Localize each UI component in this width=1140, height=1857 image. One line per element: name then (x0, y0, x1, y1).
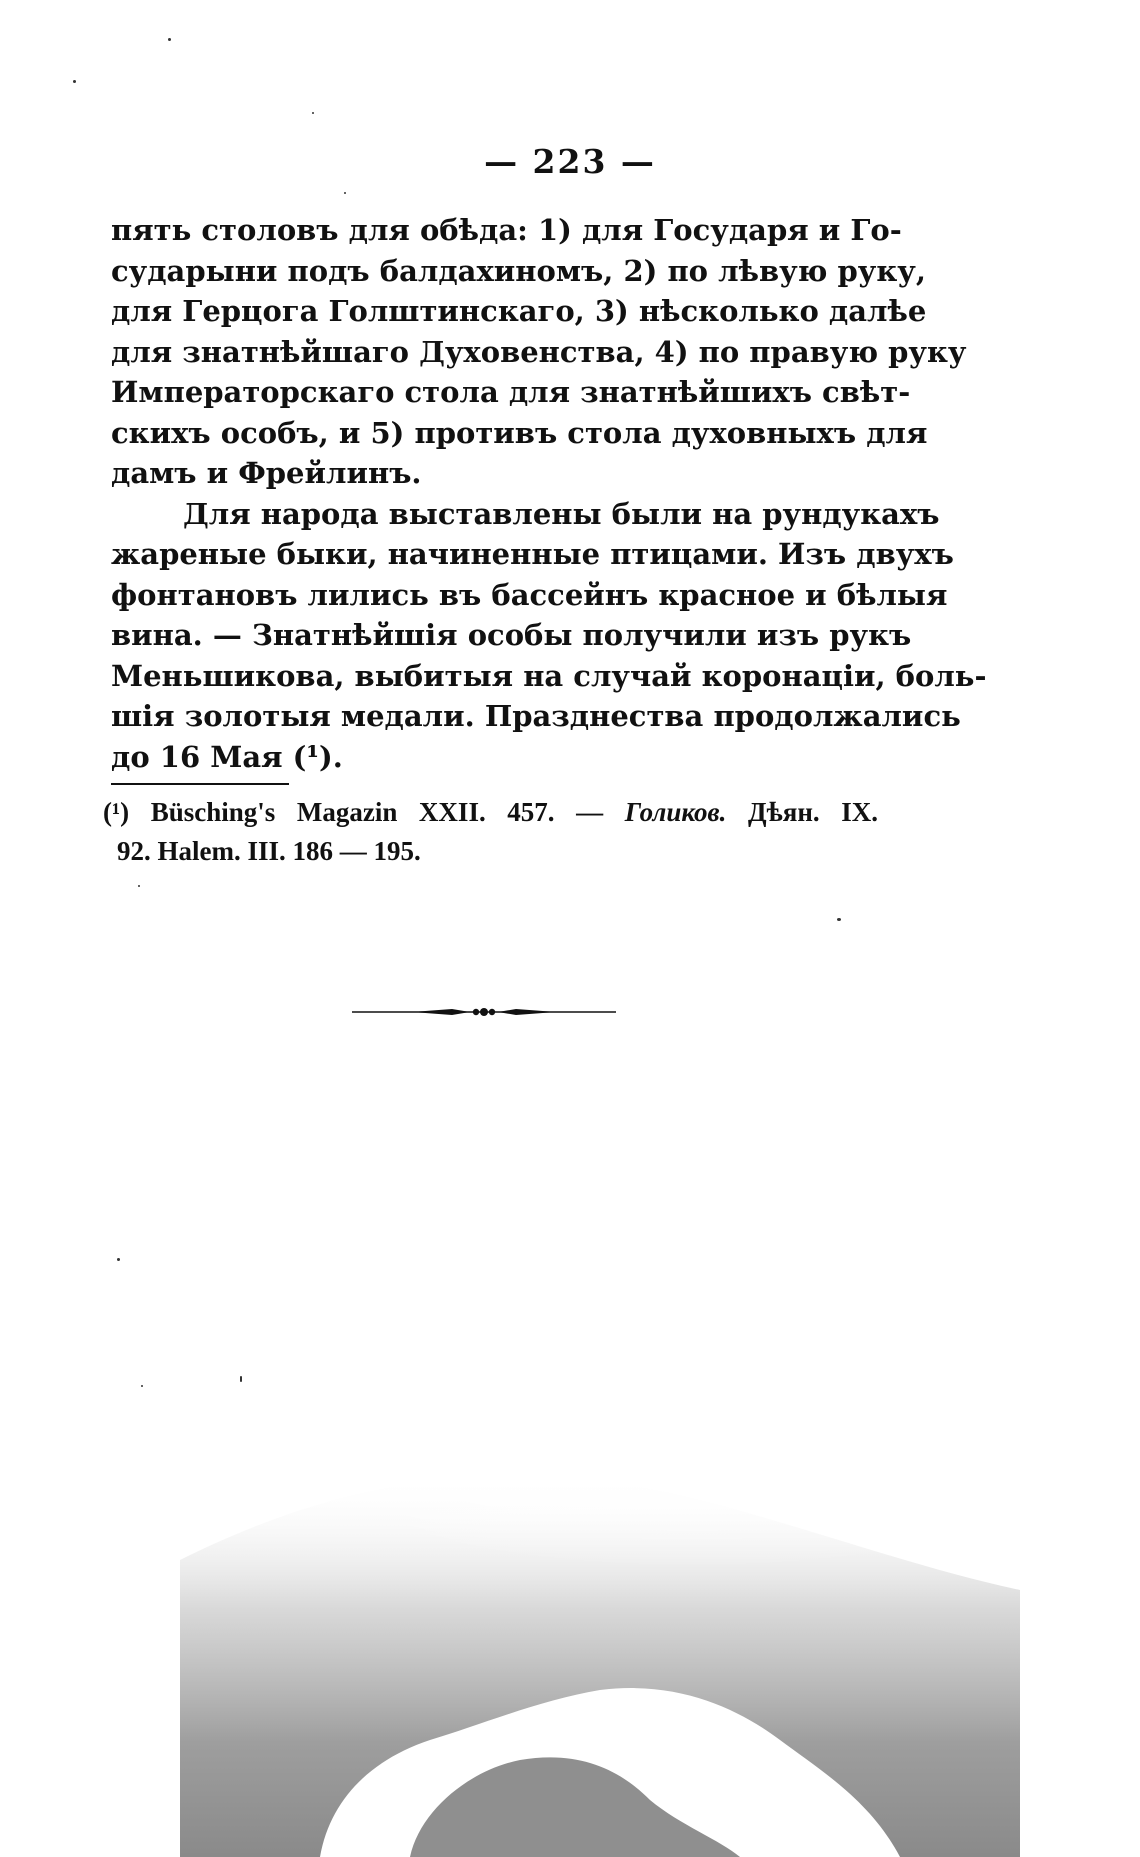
page-stain (180, 1440, 1020, 1857)
text-line: для Герцога Голштинскаго, 3) нѣсколько далѣе (111, 294, 927, 328)
text-line: Меньшикова, выбитыя на случай коронаціи, боль- (111, 658, 987, 693)
text-line: сударыни подъ балдахиномъ, 2) по лѣвую руку, (111, 253, 926, 288)
page-number: — 223 — (484, 142, 656, 181)
decorative-rule-icon (352, 1000, 616, 1024)
text-line: скихъ особъ, и 5) противъ стола духовныхъ для (111, 415, 928, 450)
text-line: Императорскаго стола для знатнѣйшихъ свѣт- (111, 375, 911, 409)
footnote-reference: Büsching's Magazin XXII. 457. — (150, 797, 604, 827)
footnote (103, 793, 878, 871)
text-line: до 16 Мая (¹). (111, 739, 343, 774)
footnote-marker: (¹) (103, 797, 130, 827)
text-line: вина. — Знатнѣйшія особы получили изъ рукъ (111, 618, 912, 652)
body-text (111, 210, 987, 777)
text-line: пять столовъ для обѣда: 1) для Государя и Го- (111, 213, 902, 247)
text-line: дамъ и Фрейлинъ. (111, 456, 422, 490)
footnote-line-2: 92. Halem. III. 186 — 195. (117, 836, 421, 866)
paragraph-1 (111, 210, 967, 494)
footnote-reference-2: Дѣян. IX. (747, 797, 879, 827)
footnote-author: Голиков. (624, 797, 727, 827)
text-line: Для народа выставлены были на рундукахъ (183, 496, 940, 531)
text-line: шія золотыя медали. Празднества продолжались (111, 699, 961, 733)
text-line: для знатнѣйшаго Духовенства, 4) по правую руку (111, 334, 967, 369)
text-line: фонтановъ лились въ бассейнъ красное и бѣлыя (111, 577, 948, 612)
footnote-line-1 (103, 793, 878, 832)
text-line: жареные быки, начиненные птицами. Изъ двухъ (111, 537, 954, 571)
paragraph-2 (111, 494, 987, 778)
footnote-rule (111, 783, 289, 785)
